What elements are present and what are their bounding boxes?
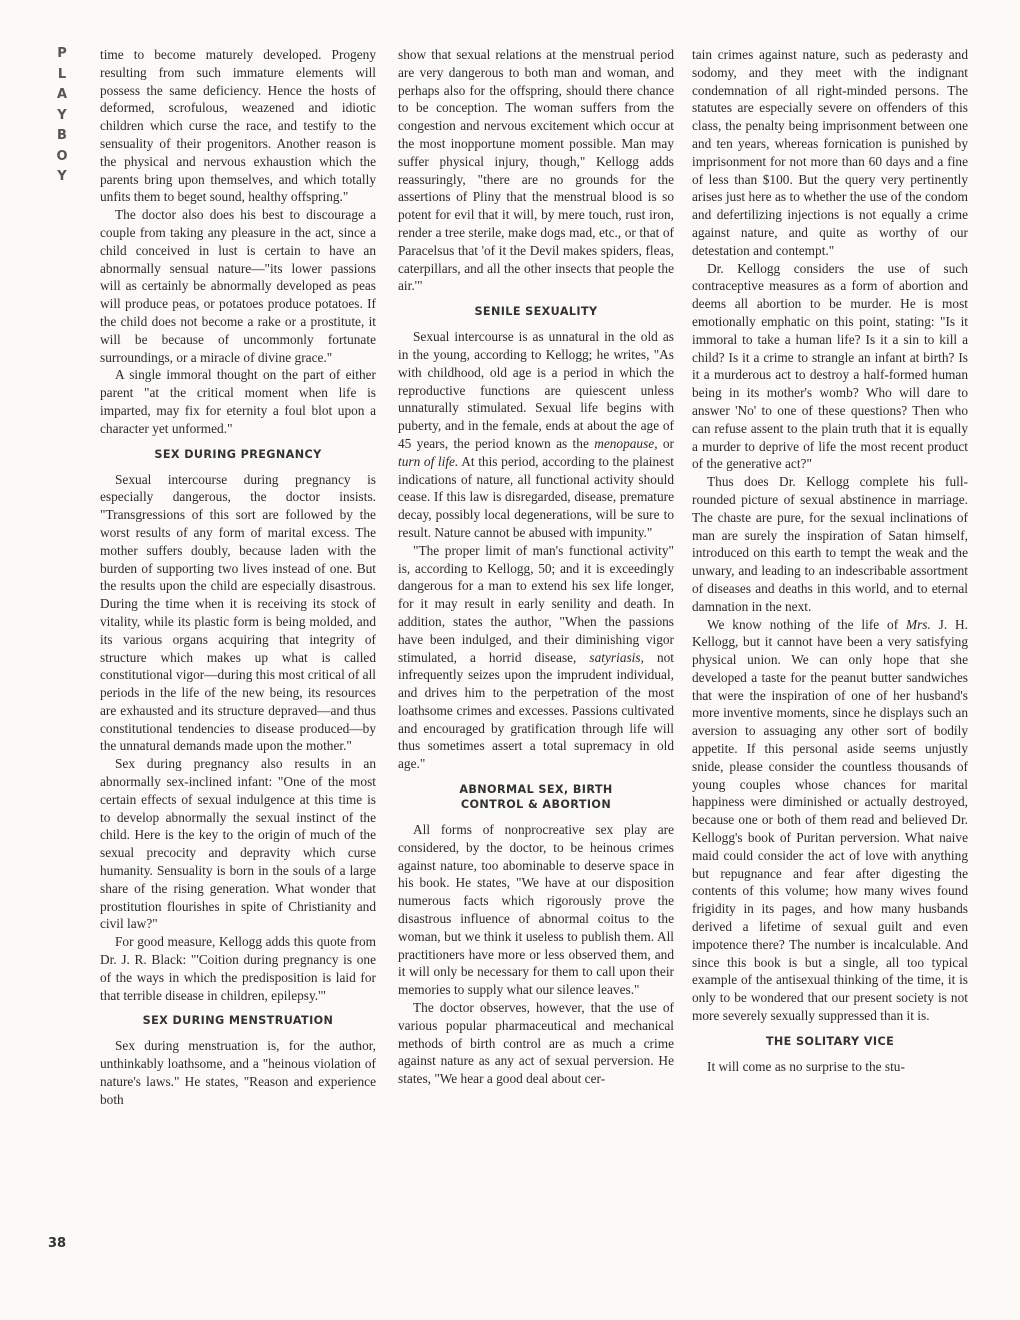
section-heading [398, 782, 674, 812]
text-column-1 [100, 46, 376, 1109]
text-column-3 [692, 46, 968, 1076]
heading-line: CONTROL & ABORTION [460, 798, 612, 812]
text-run: Sexual intercourse is as unnatural in the old as in the young, according to Kellogg; he writes, "As with childhood, old age is a period in which the reproductive functions are quiescent unless unnaturally stimulated. Sexual life begins with puberty, and in the female, ends at about the age of 45 years, the period known as the [398, 329, 674, 451]
paragraph: It will come as no surprise to the stu- [707, 1058, 905, 1074]
paragraph: A single immoral thought on the part of either parent "at the critical moment when life is imparted, may fix for eternity a foul blot upon a character yet unformed." [100, 367, 376, 436]
text-run: J. H. Kellogg, but it cannot have been a very satisfying physical union. We can only hope that she developed a taste for the peanut butter sandwiches that were the inspiration of one of her husband's more inventive moments, since he displays such an aversion to assuaging any other sort of bodily appetite. If this personal aside seems unjustly snide, please consider the countless thousands of young couples whose chances for marital happiness were diminished or actually destroyed, because one or both of them read and believed Dr. Kellogg's book of Puritan perversion. What naive maid could consider the act of love with anything but repugnance and fear after digesting the contents of this volume; how many wives found frigidity in its pages, and how many husbands derived a lifetime of sexual guilt and even impotence there? The number is incalculable. And since this book is but a single, all too typical example of the antisexual thinking of the time, it is only to be wondered that our present society is not more severely sexually suppressed than it is. [692, 616, 968, 1024]
masthead-letter: A [56, 87, 68, 102]
masthead-letter: Y [57, 169, 67, 184]
paragraph: Thus does Dr. Kellogg complete his full-rounded picture of sexual abstinence in marriage. The chaste are pure, for the sexual inclinations of man are surely the inspiration of Satan himself, introduced on this earth to tempt the weak and the unwary, and leading to an indescribable assortment of diseases and deaths in this world, and to eternal damnation in the next. [692, 474, 968, 614]
masthead-letter: Y [57, 107, 67, 123]
text-run: At this period, according to the plainest indications of nature, all functional activity should cease. If this law is disregarded, disease, premature decay, possibly local degenerations, will be sure to result. Nature cannot be abused with impunity." [398, 453, 674, 540]
paragraph [398, 542, 674, 773]
italic-term: turn of life. [398, 453, 459, 469]
paragraph: time to become maturely developed. Progeny resulting from such immature elements will possess the same deficiency. Hence the hosts of deformed, scrofulous, weazened and idiotic children which curse the race, and testify to the sensuality of their progenitors. Another reason is the physical and nervous exhaustion which the parents bring upon themselves, and which totally unfits them to beget sound, healthy offspring." [100, 47, 376, 205]
heading-line: ABNORMAL SEX, BIRTH [459, 783, 613, 797]
paragraph: All forms of nonprocreative sex play are considered, by the doctor, to be heinous crimes against nature, too abominable to deserve space in his book. He states, "We have at our disposition numerous facts which rigorously prove the disastrous influence of abnormal coitus to the woman, but we think it useless to publish them. All practitioners have more or less observed them, and it will only be necessary for them to call upon their memories to supply what our silence leaves." [398, 822, 674, 998]
paragraph [692, 616, 968, 1025]
section-heading: SEX DURING MENSTRUATION [142, 1014, 334, 1028]
magazine-masthead [52, 44, 72, 188]
section-heading: SEX DURING PREGNANCY [154, 447, 322, 461]
text-run: We know nothing of the life of [707, 616, 906, 632]
paragraph: Sexual intercourse during pregnancy is especially dangerous, the doctor insists. "Transgressions of this sort are followed by the worst results of any form of marital excess. The mother suffers doubly, because laden with the burden of supporting two lives instead of one. But the results upon the child are especially disastrous. During the time when it is receiving its stock of vitality, while its plastic form is being molded, and its various organs acquiring that integrity of structure which makes up what is called constitutional vigor—during this most critical of all periods in the life of the new being, its resources are exhausted and its structure depraved—and thus constitutional tendencies to disease produced—by the unnatural demands made upon the mother." [100, 471, 376, 754]
italic-term: menopause, [594, 435, 658, 451]
masthead-letter: O [56, 148, 68, 164]
paragraph: The doctor also does his best to discourage a couple from taking any pleasure in the act, since a child conceived in lust is certain to have an abnormally sensual nature—"its lower passions will as certainly be abnormally developed as peas will produce peas, or potatoes produce potatoes. If the child does not become a rake or a prostitute, it will be because of uncommonly fortunate surroundings, or a miracle of divine grace." [100, 207, 376, 365]
text-column-2 [398, 46, 674, 1088]
paragraph: Sex during pregnancy also results in an abnormally sex-inclined infant: "One of the most certain effects of sexual indulgence at this time is to develop abnormally the sexual instinct of the child. Here is the key to the origin of much of the sexual precocity and depravity which curse humanity. Sensuality is born in the souls of a large share of the rising generation. What wonder that prostitution flourishes in spite of Christianity and civil law?" [100, 756, 376, 932]
paragraph: Dr. Kellogg considers the use of such contraceptive measures as a form of abortion and deems all abortion to be murder. He is most emotionally emphatic on this point, stating: "Is it immoral to take a human life? Is it a sin to kill a child? Is it a crime to strangle an infant at birth? Is it a murderous act to destroy a half-formed human being in its mother's womb? Who will dare to answer 'No' to one of these questions? Then who can refuse assent to the plain truth that it is equally a murder to deprive of life the most recent product of the generative act?" [692, 260, 968, 472]
masthead-letter: P [57, 46, 67, 61]
paragraph: show that sexual relations at the menstrual period are very dangerous to both man and woman, and perhaps also for the offspring, should there chance to be conception. The woman suffers from the congestion and nervous excitement which occur at the most inopportune moment possible. Man may suffer physical injury, though," Kellogg adds reassuringly, "there are no grounds for the assertions of Pliny that the menstrual blood is so potent for evil that it will, by mere touch, rust iron, render a tree sterile, make dogs mad, etc., or that of Paracelsus that 'of it the Devil makes spiders, fleas, caterpillars, and all the other insects that people the air.'" [398, 47, 674, 294]
page-number: 38 [48, 1236, 67, 1251]
section-heading: SENILE SEXUALITY [474, 305, 598, 319]
text-run: "The proper limit of man's functional activity" is, according to Kellogg, 50; and it is exceedingly dangerous for a man to extend his sex life longer, for it may result in early senility and death. In addition, states the author, "When the passions have been indulged, and their diminishing vigor stimulated, a horrid disease, [398, 542, 674, 665]
masthead-letter: L [57, 66, 67, 82]
paragraph: tain crimes against nature, such as pederasty and sodomy, and they meet with the indignant condemnation of all right-minded persons. The statutes are especially severe on offenders of this class, the penalty being imprisonment between one and ten years, whereas fornication is punished by imprisonment for not more than 60 days and a fine of less than $100. But the query very pertinently arises just here as to whether the use of the condom and defertilizing injections is not equally a crime against nature, and quite as worthy of our detestation and contempt." [692, 47, 968, 258]
paragraph: Sex during menstruation is, for the author, unthinkably loathsome, and a "heinous violation of nature's laws." He states, "Reason and experience both [100, 1038, 376, 1107]
text-run: not infrequently seizes upon the imprudent individual, and drives him to the perpetration of the most loathsome crimes and excesses. Passions cultivated and encouraged by gratification through life will thus sometimes assert a total supremacy in old age." [398, 649, 674, 772]
text-run: or [657, 435, 674, 451]
masthead-letter: B [57, 128, 67, 143]
italic-term: Mrs. [905, 616, 931, 632]
italic-term: satyriasis, [589, 649, 644, 665]
paragraph: For good measure, Kellogg adds this quote from Dr. J. R. Black: "'Coition during pregnancy is one of the ways in which the predisposition is laid for that terrible disease in children, epilepsy.'" [100, 934, 376, 1003]
paragraph [398, 328, 674, 542]
paragraph: The doctor observes, however, that the use of various popular pharmaceutical and mechanical methods of birth control are as much a crime against nature as any act of sexual perversion. He states, "We hear a good deal about cer- [398, 1000, 674, 1087]
section-heading: THE SOLITARY VICE [765, 1034, 895, 1048]
